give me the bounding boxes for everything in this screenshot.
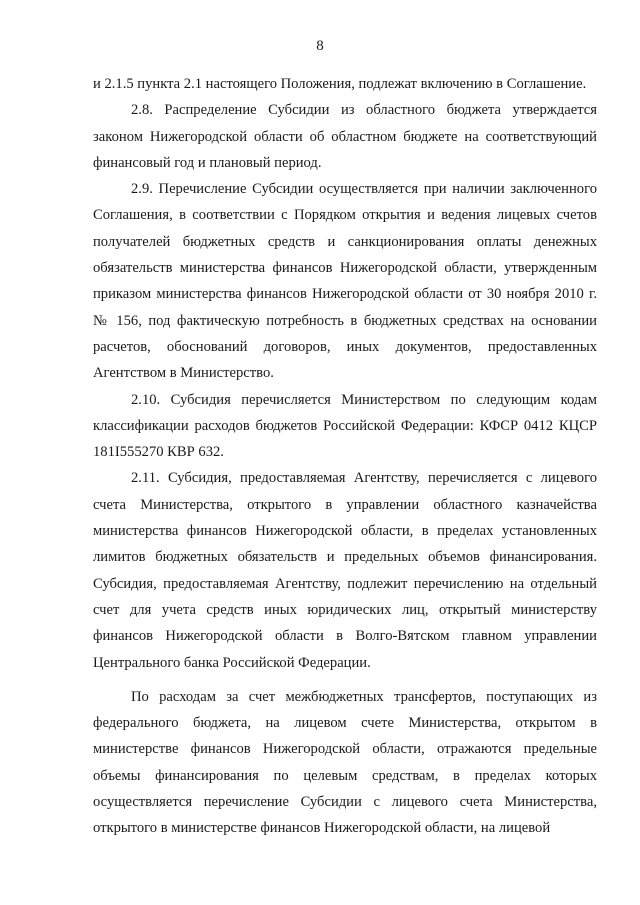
paragraph-continuation: и 2.1.5 пункта 2.1 настоящего Положения, подлежат включению в Соглашение. (93, 76, 587, 92)
paragraph-2-9: 2.9. Перечисление Субсидии осуществляется при наличии заключенного Соглашения, в соответствии с Порядком открытия и ведения лицевых счетов получателей бюджетных средств и санкционирования оплаты денежных обязательств министерства финансов Нижегородской области, утвержденным приказом министерства финансов Нижегородской области от 30 ноября 2010 г. № 156, под фактическую потребность в бюджетных средствах на основании расчетов, обоснований договоров, иных документов, предоставленных Агентством в Министерство. (93, 181, 597, 382)
document-body (93, 71, 597, 842)
paragraph-federal-transfers: По расходам за счет межбюджетных трансфертов, поступающих из федерального бюджета, на лицевом счете Министерства, открытом в министерстве финансов Нижегородской области, отражаются предельные объемы финансирования по целевым средствам, в пределах которых осуществляется перечисление Субсидии с лицевого счета Министерства, открытого в министерстве финансов Нижегородской области, на лицевой (93, 688, 597, 837)
paragraph-2-8: 2.8. Распределение Субсидии из областного бюджета утверждается законом Нижегородской области об областном бюджете на соответствующий финансовый год и плановый период. (93, 102, 597, 171)
paragraph-2-10: 2.10. Субсидия перечисляется Министерством по следующим кодам классификации расходов бюджетов Российской Федерации: КФСР 0412 КЦСР 181I555270 КВР 632. (93, 391, 597, 461)
page-number: 8 (316, 38, 324, 54)
paragraph-2-11: 2.11. Субсидия, предоставляемая Агентству, перечисляется с лицевого счета Министерства, открытого в управлении областного казначейства министерства финансов Нижегородской области, в пределах установленных лимитов бюджетных обязательств и предельных объемов финансирования. Субсидия, предоставляемая Агентству, подлежит перечислению на отдельный счет для учета средств иных юридических лиц, открытый министерству финансов Нижегородской области в Волго-Вятском главном управлении Центрального банка Российской Федерации. (93, 470, 597, 671)
